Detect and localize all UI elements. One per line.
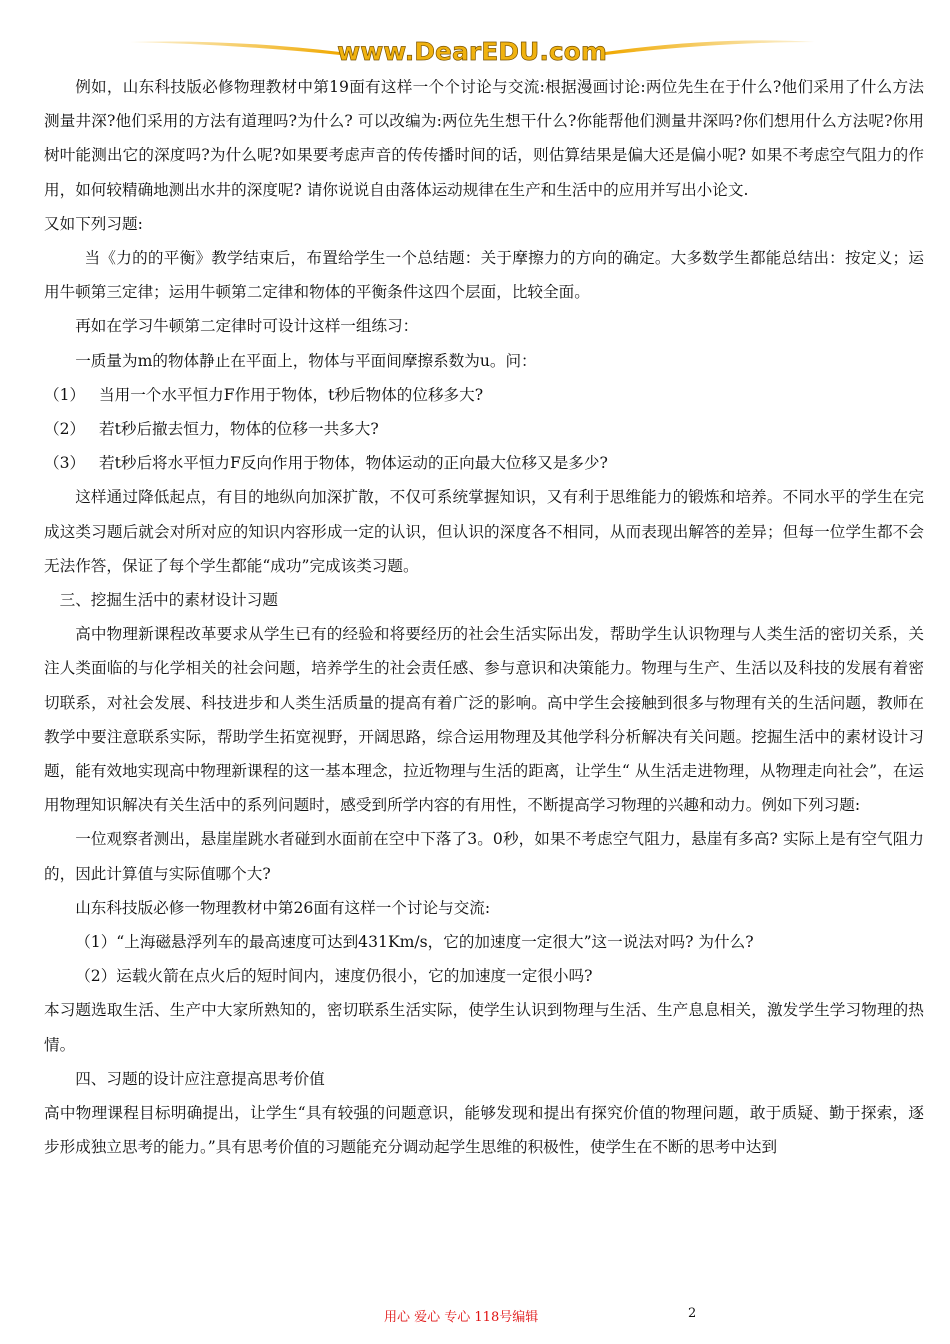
left-swoosh bbox=[130, 41, 340, 55]
paragraph: 本习题选取生活、生产中大家所熟知的，密切联系生活实际，使学生认识到物理与生活、生产息息相关，激发学生学习物理的热情。 bbox=[44, 1001, 924, 1054]
list-item bbox=[44, 446, 924, 480]
paragraph: 山东科技版必修一物理教材中第26面有这样一个讨论与交流: bbox=[75, 898, 491, 917]
paragraph: （1）“上海磁悬浮列车的最高速度可达到431Km/s，它的加速度一定很大”这一说法对吗? 为什么? bbox=[75, 933, 754, 952]
list-item bbox=[44, 378, 924, 412]
paragraph: 高中物理课程目标明确提出，让学生“具有较强的问题意识，能够发现和提出有探究价值的物理问题，敢于质疑、勤于探索，逐步形成独立思考的能力。”具有思考价值的习题能充分调动起学生思维的积极性，使学生在不断的思考中达到 bbox=[44, 1104, 924, 1157]
paragraph: （2）运载火箭在点火后的短时间内，速度仍很小，它的加速度一定很小吗? bbox=[75, 967, 593, 986]
paragraph: 一质量为m的物体静止在平面上，物体与平面间摩擦系数为u。问： bbox=[75, 351, 537, 370]
paragraph: 高中物理新课程改革要求从学生已有的经验和将要经历的社会生活实际出发，帮助学生认识物理与人类生活的密切关系，关注人类面临的与化学相关的社会问题，培养学生的社会责任感、参与意识和决策能力。物理与生产、生活以及科技的发展有着密切联系，对社会发展、科技进步和人类生活质量的提高有着广泛的影响。高中学生会接触到很多与物理有关的生活问题，教师在教学中要注意联系实际，帮助学生拓宽视野，开阔思路，综合运用物理及其他学科分析解决有关问题。挖掘生活中的素材设计习题，能有效地实现高中物理新课程的这一基本理念，拉近物理与生活的距离，让学生“ 从生活走进物理，从物理走向社会”，在运用物理知识解决有关生活中的系列问题时，感受到所学内容的有用性，不断提高学习物理的兴趣和动力。例如下列习题: bbox=[44, 625, 924, 815]
document-body bbox=[44, 70, 924, 1165]
paragraph: 例如，山东科技版必修物理教材中第19面有这样一个个讨论与交流:根据漫画讨论:两位先生在于什么?他们采用了什么方法测量井深?他们采用的方法有道理吗?为什么? 可以改编为:两位先生想干什么?你能帮他们测量井深吗?你们想用什么方法呢?你用树叶能测出它的深度吗?为什么呢?如果要考虑声音的传传播时间的话，则估算结果是偏大还是偏小呢? 如果不考虑空气阻力的作用，如何较精确地测出水井的深度呢? 请你说说自由落体运动规律在生产和生活中的应用并写出小论文. bbox=[44, 78, 924, 199]
paragraph: 当《力的的平衡》教学结束后，布置给学生一个总结题：关于摩擦力的方向的确定。大多数学生都能总结出：按定义；运用牛顿第三定律；运用牛顿第二定律和物体的平衡条件这四个层面，比较全面。 bbox=[44, 249, 924, 302]
section-heading: 三、挖掘生活中的素材设计习题 bbox=[59, 591, 278, 610]
site-logo-text: www.DearEDU.com bbox=[337, 37, 607, 66]
list-item-text: 若t秒后将水平恒力F反向作用于物体，物体运动的正向最大位移又是多少? bbox=[99, 454, 608, 473]
list-item-number: （2） bbox=[44, 420, 86, 439]
paragraph: 一位观察者测出，悬崖崖跳水者碰到水面前在空中下落了3。0秒，如果不考虑空气阻力，悬崖有多高? 实际上是有空气阻力的，因此计算值与实际值哪个大? bbox=[44, 830, 924, 883]
page-footer bbox=[0, 1306, 950, 1326]
paragraph: 这样通过降低起点，有目的地纵向加深扩散，不仅可系统掌握知识，又有利于思维能力的锻炼和培养。不同水平的学生在完成这类习题后就会对所对应的知识内容形成一定的认识，但认识的深度各不相同，从而表现出解答的差异；但每一位学生都不会无法作答，保证了每个学生都能“成功”完成该类习题。 bbox=[44, 488, 924, 575]
list-item-number: （1） bbox=[44, 385, 86, 404]
list-item-number: （3） bbox=[44, 454, 86, 473]
paragraph: 再如在学习牛顿第二定律时可设计这样一组练习： bbox=[75, 317, 419, 336]
section-heading: 四、习题的设计应注意提高思考价值 bbox=[75, 1069, 325, 1088]
right-swoosh bbox=[605, 40, 815, 55]
list-item-text: 若t秒后撤去恒力，物体的位移一共多大? bbox=[99, 420, 379, 439]
list-item-text: 当用一个水平恒力F作用于物体，t秒后物体的位移多大? bbox=[99, 385, 484, 404]
paragraph: 又如下列习题: bbox=[44, 214, 143, 233]
page-number: 2 bbox=[688, 1306, 697, 1321]
footer-text: 用心 爱心 专心 118号编辑 bbox=[384, 1310, 539, 1325]
list-item bbox=[44, 412, 924, 446]
